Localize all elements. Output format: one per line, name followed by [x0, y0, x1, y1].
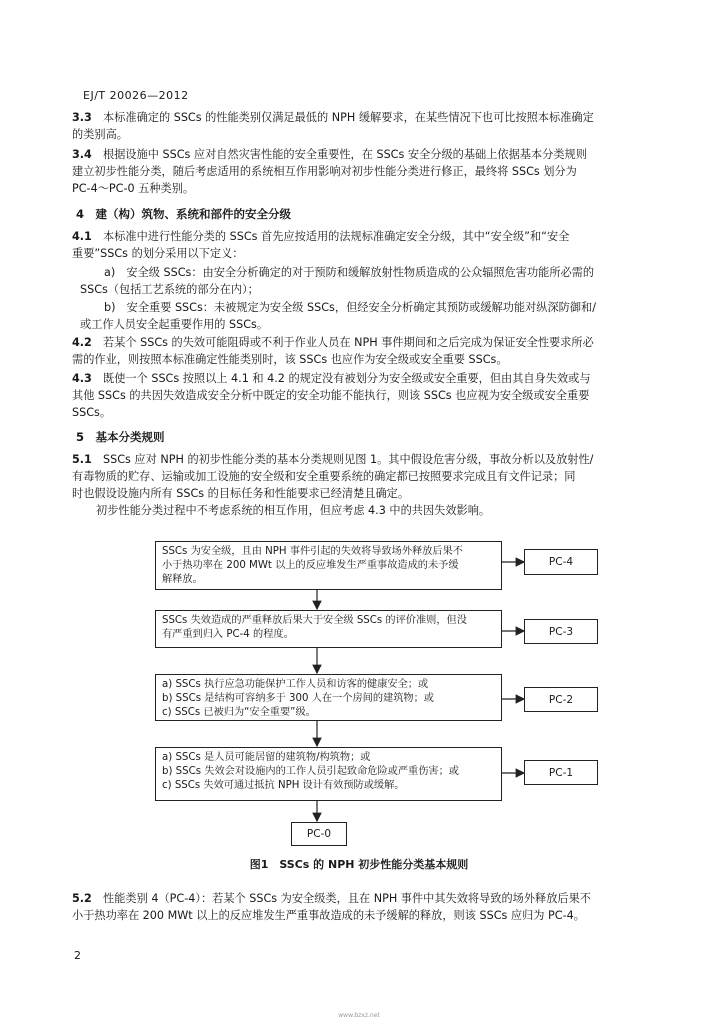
watermark-footer: www.bzxz.net	[338, 1012, 380, 1019]
section-number: 5	[76, 430, 85, 444]
clause-text-line: 性能类别 4（PC-4）：若某个 SSCs 为安全级类，且在 NPH 事件中其失效将导致的场外释放后果不	[103, 892, 591, 905]
clause-text-line: PC-4～PC-0 五种类别。	[72, 182, 195, 195]
clause-text-line: 初步性能分类过程中不考虑系统的相互作用，但应考虑 4.3 中的共因失效影响。	[96, 504, 491, 517]
clause-text-line: 本标准确定的 SSCs 的性能类别仅满足最低的 NPH 缓解要求，在某些情况下也可比按照本标准确定	[103, 111, 594, 124]
flow-box-pc3-condition	[155, 610, 502, 648]
clause-text-line: SSCs。	[72, 406, 112, 419]
clause-text-line: 有毒物质的贮存、运输或加工设施的安全级和安全重要系统的确定都已按照要求完成且有文件记录；同	[72, 470, 576, 483]
clause-text-line: 的类别高。	[72, 128, 128, 141]
clause-text-line: 需的作业，则按照本标准确定性能类别时，该 SSCs 也应作为安全级或安全重要 SSCs。	[72, 353, 508, 366]
pc2-box: PC-2	[524, 687, 598, 712]
flow-box-pc4-condition	[155, 541, 502, 590]
clause-number: 5.1	[72, 453, 92, 466]
clause-text-line: 根据设施中 SSCs 应对自然灾害性能的安全重要性，在 SSCs 安全分级的基础上依据基本分类规则	[103, 148, 587, 161]
clause-text-line: 建立初步性能分类，随后考虑适用的系统相互作用影响对初步性能分类进行修正，最终将 SSCs 划分为	[72, 165, 577, 178]
flow-box-line: 小于热功率在 200 MWt 以上的反应堆发生严重事故造成的未予缓	[162, 560, 459, 571]
flow-box-line: a) SSCs 是人员可能居留的建筑物/构筑物；或	[162, 752, 371, 763]
document-code-header: EJ/T 20026—2012	[83, 89, 189, 102]
flow-box-line: a) SSCs 执行应急功能保护工作人员和访客的健康安全；或	[162, 679, 429, 690]
flow-box-line: 有严重到归入 PC-4 的程度。	[162, 629, 294, 640]
page-number: 2	[74, 949, 81, 962]
clause-text-line: 其他 SSCs 的共因失效造成安全分析中既定的安全功能不能执行，则该 SSCs 也应视为安全级或安全重要	[72, 389, 590, 402]
clause-number: 5.2	[72, 892, 92, 905]
clause-text-line: 本标准中进行性能分类的 SSCs 首先应按适用的法规标准确定安全分级，其中“安全级”和“安全	[103, 230, 570, 243]
flow-box-line: SSCs 失效造成的严重释放后果大于安全级 SSCs 的评价准则，但没	[162, 615, 467, 626]
clause-text-line: SSCs 应对 NPH 的初步性能分类的基本分类规则见图 1。其中假设危害分级，事故分析以及放射性/	[103, 453, 594, 466]
flow-box-line: b) SSCs 是结构可容纳多于 300 人在一个房间的建筑物；或	[162, 693, 434, 704]
pc3-box: PC-3	[524, 619, 598, 644]
clause-text-line: 既使一个 SSCs 按照以上 4.1 和 4.2 的规定没有被划分为安全级或安全重要，但由其自身失效或与	[103, 372, 591, 385]
flow-box-line: 解释放。	[162, 574, 203, 585]
clause-number: 3.4	[72, 148, 92, 161]
flow-box-line: c) SSCs 失效可通过抵抗 NPH 设计有效预防或缓解。	[162, 780, 405, 791]
pc4-box: PC-4	[524, 549, 598, 575]
pc1-box: PC-1	[524, 760, 598, 785]
flow-box-pc1-condition	[155, 747, 502, 801]
clause-number: 4.3	[72, 372, 92, 385]
section-title: 建（构）筑物、系统和部件的安全分级	[95, 207, 292, 221]
clause-number: 4.2	[72, 336, 92, 349]
item-b-line: b) 安全重要 SSCs：未被规定为安全级 SSCs，但经安全分析确定其预防或缓解功能对纵深防御和/	[104, 301, 596, 314]
item-a-line: SSCs（包括工艺系统的部分在内）；	[80, 283, 259, 296]
clause-text-line: 若某个 SSCs 的失效可能阻碍或不利于作业人员在 NPH 事件期间和之后完成为保证安全性要求所必	[103, 336, 594, 349]
flow-box-pc2-condition	[155, 674, 502, 721]
clause-number: 4.1	[72, 230, 92, 243]
item-b-line: 或工作人员安全起重要作用的 SSCs。	[80, 318, 269, 331]
clause-5-2	[72, 890, 664, 924]
clause-number: 3.3	[72, 111, 92, 124]
section-title: 基本分类规则	[95, 430, 165, 444]
flow-box-line: SSCs 为安全级，且由 NPH 事件引起的失效将导致场外释放后果不	[162, 546, 463, 557]
pc0-box: PC-0	[291, 822, 347, 846]
flow-box-line: c) SSCs 已被归为“安全重要”级。	[162, 707, 316, 718]
clause-text-line: 时也假设设施内所有 SSCs 的目标任务和性能要求已经清楚且确定。	[72, 487, 410, 500]
flow-box-line: b) SSCs 失效会对设施内的工作人员引起致命危险或严重伤害；或	[162, 766, 459, 777]
section-number: 4	[76, 207, 85, 221]
item-a-line: a) 安全级 SSCs：由安全分析确定的对于预防和缓解放射性物质造成的公众辐照危害功能所必需的	[104, 266, 595, 279]
clause-text-line: 小于热功率在 200 MWt 以上的反应堆发生严重事故造成的未予缓解的释放，则该 SSCs 应归为 PC-4。	[72, 909, 585, 922]
clause-text-line: 重要”SSCs 的划分采用以下定义：	[72, 247, 244, 260]
figure-caption: 图1 SSCs 的 NPH 初步性能分类基本规则	[249, 858, 469, 871]
